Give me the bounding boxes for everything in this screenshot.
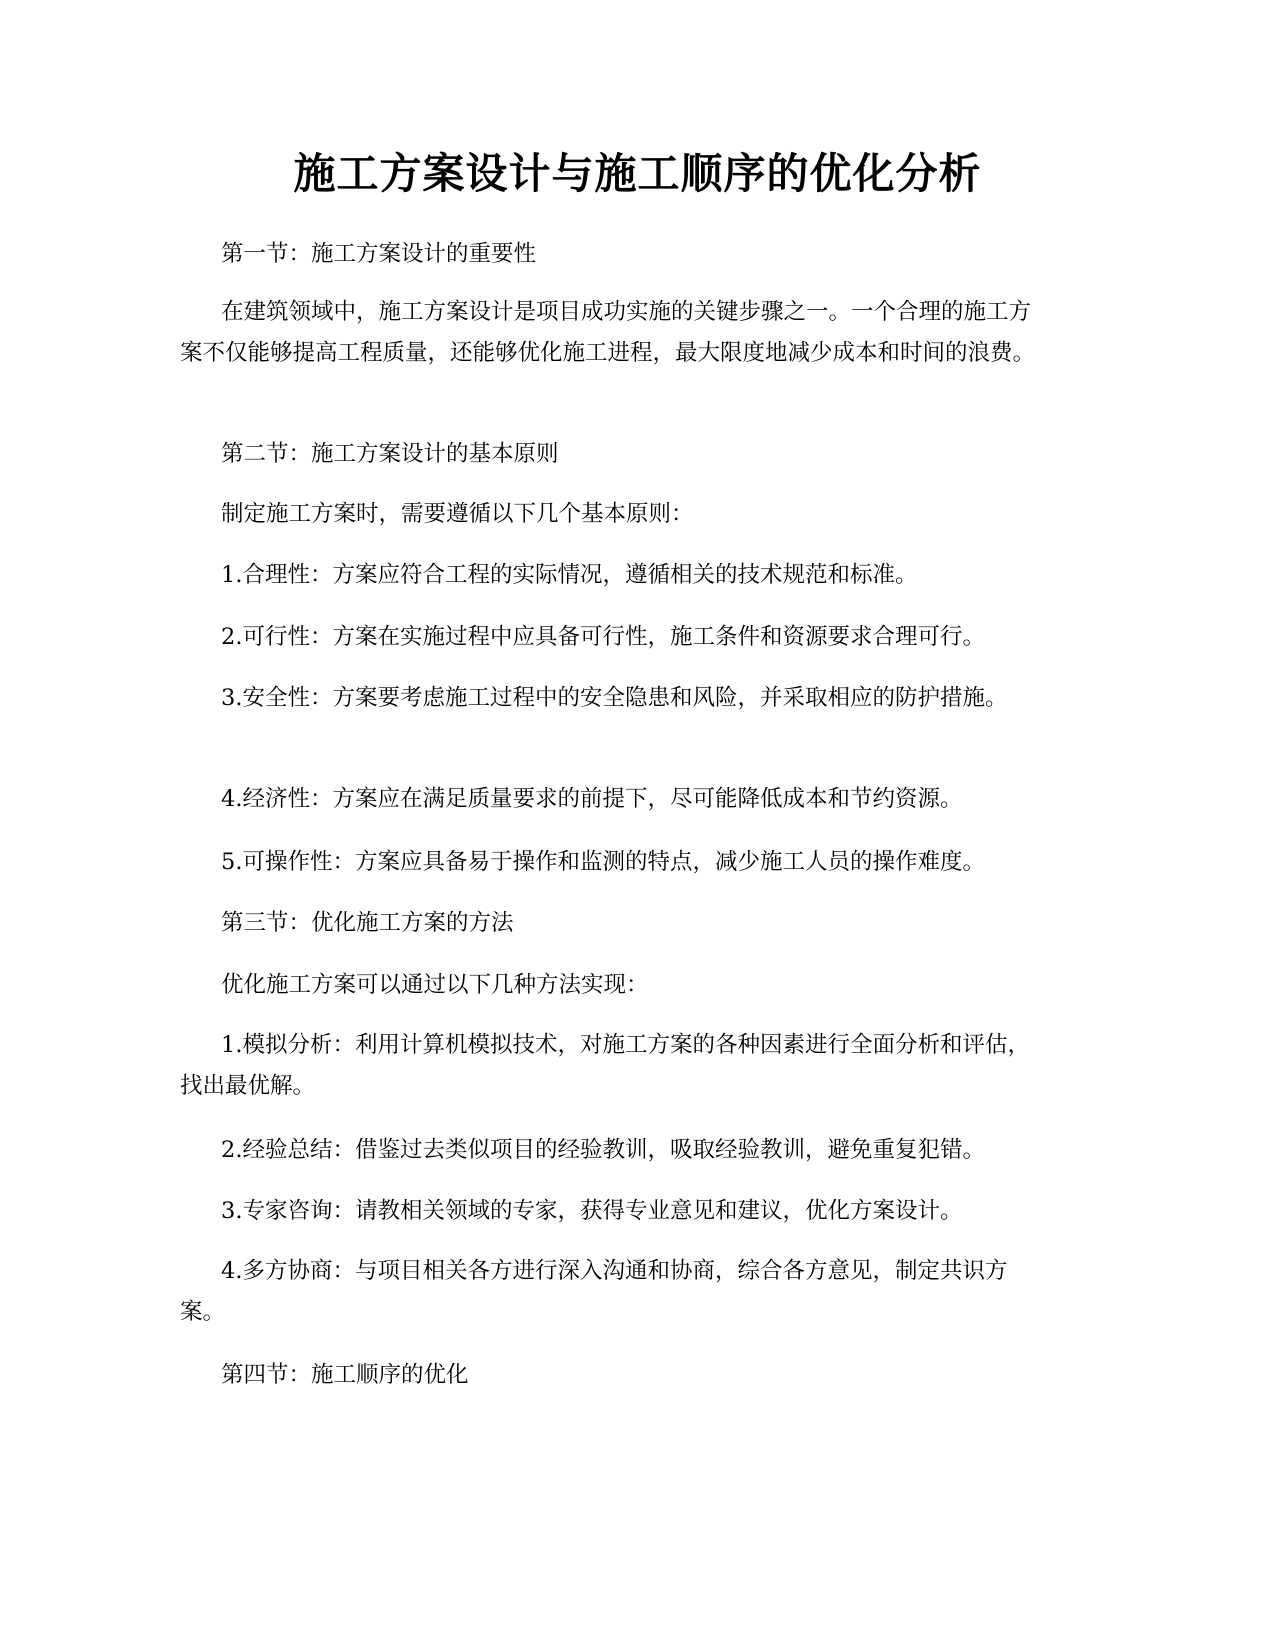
- list-item: 1.模拟分析：利用计算机模拟技术，对施工方案的各种因素进行全面分析和评估，找出最优解。: [180, 1032, 1030, 1099]
- list-item: 4.经济性：方案应在满足质量要求的前提下，尽可能降低成本和节约资源。: [221, 786, 963, 812]
- list-item: 2.可行性：方案在实施过程中应具备可行性，施工条件和资源要求合理可行。: [221, 624, 985, 650]
- body-paragraph: 制定施工方案时，需要遵循以下几个基本原则：: [221, 501, 694, 527]
- body-paragraph: 在建筑领域中，施工方案设计是项目成功实施的关键步骤之一。一个合理的施工方案不仅能够提高工程质量，还能够优化施工进程，最大限度地减少成本和时间的浪费。: [180, 299, 1036, 366]
- section-heading-3: 第三节：优化施工方案的方法: [221, 910, 514, 936]
- list-item: 3.安全性：方案要考虑施工过程中的安全隐患和风险，并采取相应的防护措施。: [221, 685, 1008, 711]
- list-item: 1.合理性：方案应符合工程的实际情况，遵循相关的技术规范和标准。: [221, 562, 918, 588]
- list-item: 2.经验总结：借鉴过去类似项目的经验教训，吸取经验教训，避免重复犯错。: [221, 1137, 985, 1163]
- list-item: 4.多方协商：与项目相关各方进行深入沟通和协商，综合各方意见，制定共识方案。: [180, 1258, 1008, 1325]
- document-title: 施工方案设计与施工顺序的优化分析: [293, 149, 982, 198]
- list-item: 5.可操作性：方案应具备易于操作和监测的特点，减少施工人员的操作难度。: [221, 849, 985, 875]
- section-heading-4: 第四节：施工顺序的优化: [221, 1362, 469, 1388]
- body-paragraph: 优化施工方案可以通过以下几种方法实现：: [221, 972, 649, 998]
- list-item: 3.专家咨询：请教相关领域的专家，获得专业意见和建议，优化方案设计。: [221, 1198, 963, 1224]
- section-heading-1: 第一节：施工方案设计的重要性: [221, 241, 537, 267]
- section-heading-2: 第二节：施工方案设计的基本原则: [221, 441, 559, 467]
